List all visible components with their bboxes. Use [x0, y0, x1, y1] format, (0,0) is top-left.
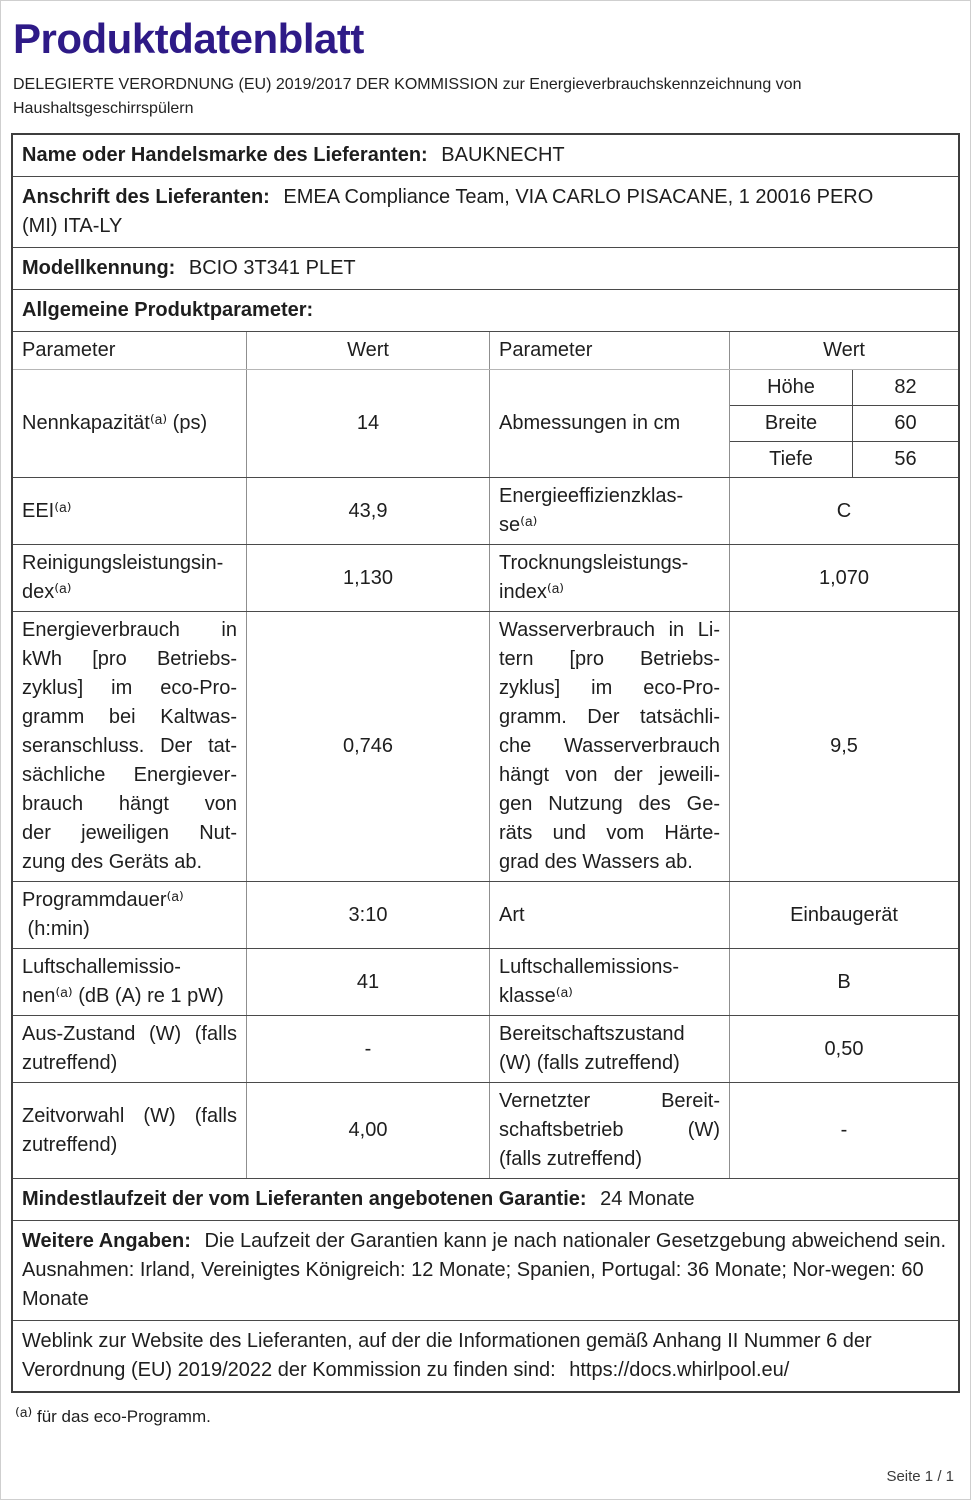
- nennkapazitaet-label: Nennkapazität⁽ᵃ⁾ (ps): [22, 412, 208, 434]
- param-table-header: [13, 331, 958, 369]
- row-zeitvorwahl: [13, 1082, 958, 1178]
- general-params-label: Allgemeine Produktparameter:: [22, 299, 314, 321]
- col-header-wert-left: Wert: [246, 332, 489, 369]
- col-header-wert-right: Wert: [729, 332, 958, 369]
- datasheet-table: [11, 133, 960, 1393]
- supplier-address-row: [13, 176, 958, 247]
- model-id-label: Modellkennung:: [22, 257, 176, 279]
- programmdauer-value: 3:10: [246, 882, 489, 948]
- page-number: Seite 1 / 1: [886, 1468, 954, 1485]
- energieeffizienzklasse-label: Energieeffizienzklas- se⁽ᵃ⁾: [489, 478, 729, 544]
- abmessungen-values: [729, 370, 958, 477]
- trocknungsindex-value: 1,070: [729, 545, 958, 611]
- zeitvorwahl-label: Zeitvorwahl (W) (falls zutreffend): [22, 1104, 237, 1156]
- bereitschaftszustand-label: Bereitschaftszustand (W) (falls zutreffend): [489, 1016, 729, 1082]
- supplier-name-label: Name oder Handelsmarke des Lieferanten:: [22, 144, 428, 166]
- luftschallklasse-value: B: [729, 949, 958, 1015]
- additional-info-label: Weitere Angaben:: [22, 1230, 191, 1252]
- row-eei: [13, 477, 958, 544]
- trocknungsindex-label: Trocknungsleistungs- index⁽ᵃ⁾: [489, 545, 729, 611]
- footnote-text: für das eco-Programm.: [37, 1407, 211, 1426]
- supplier-name-value: BAUKNECHT: [441, 144, 565, 166]
- supplier-address-label: Anschrift des Lieferanten:: [22, 186, 270, 208]
- dimension-hoehe-label: Höhe: [730, 370, 853, 405]
- programmdauer-label: Programmdauer⁽ᵃ⁾ (h:min): [22, 889, 184, 940]
- supplier-address-value: EMEA Compliance Team, VIA CARLO PISACANE, 1 20016 PERO (MI) ITA-LY: [22, 186, 874, 237]
- luftschallklasse-label: Luftschallemissions- klasse⁽ᵃ⁾: [489, 949, 729, 1015]
- aus-zustand-label: Aus-Zustand (W) (falls zutreffend): [22, 1023, 237, 1074]
- dimension-breite-value: 60: [853, 405, 958, 441]
- bereitschaftszustand-value: 0,50: [729, 1016, 958, 1082]
- row-nennkapazitaet: [13, 369, 958, 477]
- eei-label: EEI⁽ᵃ⁾: [22, 499, 72, 522]
- row-verbrauch: [13, 611, 958, 881]
- reinigungsindex-value: 1,130: [246, 545, 489, 611]
- additional-info-row: [13, 1220, 958, 1320]
- reinigungsindex-label: Reinigungsleistungsin- dex⁽ᵃ⁾: [22, 552, 224, 603]
- dimension-hoehe-value: 82: [894, 376, 917, 398]
- dimension-breite-label: Breite: [730, 405, 853, 441]
- energieeffizienzklasse-value: C: [729, 478, 958, 544]
- eei-value: 43,9: [246, 478, 489, 544]
- row-aus-zustand: [13, 1015, 958, 1082]
- wasserverbrauch-label: Wasserverbrauch in Li- tern [pro Betriebs- zyklus] im eco-Pro- gramm. Der tatsächli- che Wasserverbrauch hängt von der jeweili- gen Nutzung des Ge- räts und vom Härte- grad des Wassers ab.: [489, 612, 729, 881]
- row-luftschall: [13, 948, 958, 1015]
- warranty-row: [13, 1178, 958, 1220]
- luftschallemissionen-value: 41: [246, 949, 489, 1015]
- col-header-parameter-left: Parameter: [22, 339, 116, 361]
- weblink-text: Weblink zur Website des Lieferanten, auf der die Informationen gemäß Anhang II Nummer 6 der Verordnung (EU) 2019/2022 der Kommission zu finden sind:: [22, 1330, 872, 1381]
- col-header-parameter-right: Parameter: [489, 332, 729, 369]
- warranty-value: 24 Monate: [600, 1188, 695, 1210]
- wasserverbrauch-value: 9,5: [729, 612, 958, 881]
- aus-zustand-value: -: [246, 1016, 489, 1082]
- warranty-label: Mindestlaufzeit der vom Lieferanten angebotenen Garantie:: [22, 1188, 587, 1210]
- dimension-tiefe-value: 56: [853, 441, 958, 477]
- energieverbrauch-label: Energieverbrauch in kWh [pro Betriebs- zyklus] im eco-Pro- gramm bei Kaltwas- seranschluss. Der tat- sächliche Energiever- brauch hängt von der jeweiligen Nut- zung des Geräts ab.: [22, 619, 237, 873]
- vernetzter-bereitschaft-label: Vernetzter Bereit- schaftsbetrieb (W) (falls zutreffend): [489, 1083, 729, 1178]
- footnote-marker: ⁽ᵃ⁾: [15, 1405, 33, 1427]
- additional-info-value: Die Laufzeit der Garantien kann je nach nationaler Gesetzgebung abweichend sein. Ausnahmen: Irland, Vereinigtes Königreich: 12 Monate; Spanien, Portugal: 36 Monate; Nor-wegen: 60 Monate: [22, 1230, 947, 1310]
- weblink-row: [13, 1320, 958, 1391]
- model-id-row: [13, 247, 958, 289]
- supplier-name-row: [13, 135, 958, 176]
- weblink-url[interactable]: https://docs.whirlpool.eu/: [569, 1359, 790, 1381]
- page-title: Produktdatenblatt: [13, 15, 364, 62]
- dimension-tiefe-label: Tiefe: [730, 441, 853, 477]
- zeitvorwahl-value: 4,00: [246, 1083, 489, 1178]
- vernetzter-bereitschaft-value: -: [729, 1083, 958, 1178]
- regulation-subtitle: DELEGIERTE VERORDNUNG (EU) 2019/2017 DER KOMMISSION zur Energieverbrauchskennzeichnung von Haushaltsgeschirrspülern: [13, 76, 802, 117]
- dimensions-subtable: [730, 370, 958, 477]
- row-programmdauer: [13, 881, 958, 948]
- energieverbrauch-value: 0,746: [246, 612, 489, 881]
- art-value: Einbaugerät: [729, 882, 958, 948]
- eco-footnote: [15, 1403, 960, 1428]
- model-id-value: BCIO 3T341 PLET: [188, 257, 356, 279]
- art-label: Art: [489, 882, 729, 948]
- general-params-row: [13, 289, 958, 331]
- row-leistungsindex: [13, 544, 958, 611]
- luftschallemissionen-label: Luftschallemissio- nen⁽ᵃ⁾ (dB (A) re 1 pW): [22, 956, 224, 1007]
- nennkapazitaet-value: 14: [246, 370, 489, 477]
- abmessungen-label: Abmessungen in cm: [489, 370, 729, 477]
